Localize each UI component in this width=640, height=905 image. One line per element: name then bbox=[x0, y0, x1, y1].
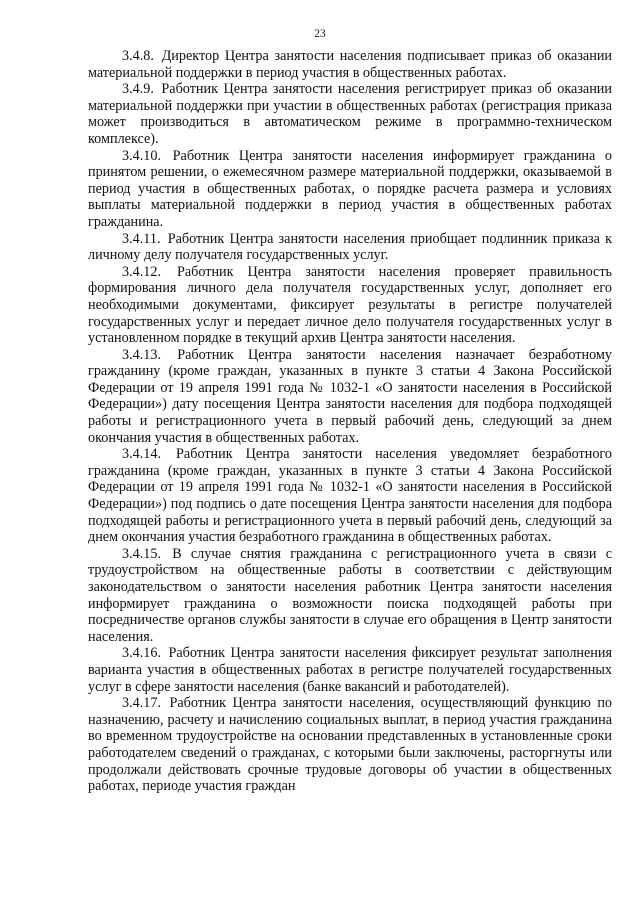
paragraph-3-4-15 bbox=[88, 546, 612, 646]
paragraph-3-4-13 bbox=[88, 347, 612, 447]
paragraph-number: 3.4.9. bbox=[122, 81, 154, 98]
paragraph-text: Работник Центра занятости населения информирует гражданина о принятом решении, о ежемесячном размере материальной поддержки, оказываемой в период участия в общественных работах, о порядке расчета размера и условиях выплаты материальной поддержки в период участия в общественных работах гражданина. bbox=[88, 147, 613, 230]
paragraph-3-4-11 bbox=[88, 231, 612, 264]
document-body bbox=[88, 48, 612, 795]
paragraph-number: 3.4.11. bbox=[122, 230, 161, 247]
paragraph-text: Работник Центра занятости населения регистрирует приказ об оказании материальной поддержки при участии в общественных работах (регистрация приказа может производиться в автоматическом режиме в программно-техническом комплексе). bbox=[88, 81, 612, 147]
paragraph-3-4-8 bbox=[88, 48, 612, 81]
paragraph-number: 3.4.16. bbox=[122, 645, 162, 662]
paragraph-number: 3.4.8. bbox=[122, 48, 154, 64]
paragraph-number: 3.4.10. bbox=[122, 147, 162, 164]
paragraph-number: 3.4.15. bbox=[122, 545, 162, 562]
paragraph-3-4-17 bbox=[88, 695, 612, 795]
paragraph-3-4-9 bbox=[88, 81, 612, 147]
paragraph-number: 3.4.13. bbox=[122, 346, 162, 363]
paragraph-3-4-12 bbox=[88, 264, 612, 347]
paragraph-number: 3.4.14. bbox=[122, 446, 162, 463]
paragraph-text: Работник Центра занятости населения проверяет правильность формирования личного дела получателя государственных услуг, дополняет его необходимыми документами, фиксирует результаты в регистре получателей государственных услуг и передает личное дело получателя государственных услуг в установленном порядке в текущий архив Центра занятости населения. bbox=[88, 263, 612, 347]
paragraph-text: В случае снятия гражданина с регистрационного учета в связи с трудоустройством на общественные работы в соответствии с действующим законодательством о занятости населения работник Центра занятости населения информирует гражданина о возможности поиска подходящей работы при посредничестве органов службы занятости в случае его обращения в Центр занятости населения. bbox=[88, 545, 612, 645]
paragraph-text: Работник Центра занятости населения, осуществляющий функцию по назначению, расчету и начислению социальных выплат, в период участия гражданина во временном трудоустройстве на основании представленных в установленные сроки работодателем сведений о гражданах, с которыми были заключены, расторгнуты или продолжали действовать срочные трудовые договоры об участии в общественных работах, периоде участия граждан bbox=[88, 695, 613, 795]
paragraph-text: Работник Центра занятости населения фиксирует результат заполнения варианта участия в общественных работах в регистре получателей государственных услуг в сфере занятости населения (банке вакансий и работодателей). bbox=[88, 645, 613, 695]
paragraph-3-4-16 bbox=[88, 645, 612, 695]
paragraph-number: 3.4.12. bbox=[122, 263, 162, 280]
paragraph-3-4-10 bbox=[88, 148, 612, 231]
paragraph-text: Работник Центра занятости населения уведомляет безработного гражданина (кроме граждан, указанных в пункте 3 статьи 4 Закона Российской Федерации от 19 апреля 1991 года № 1032-1 «О занятости населения в Российской Федерации») под подпись о дате посещения Центра занятости населения для подбора подходящей работы и регистрационного учета в первый рабочий день, следующий за днем окончания участия безработного гражданина в общественных работах. bbox=[88, 446, 612, 546]
paragraph-text: Директор Центра занятости населения подписывает приказ об оказании материальной поддержки в период участия в общественных работах. bbox=[88, 48, 613, 81]
paragraph-text: Работник Центра занятости населения приобщает подлинник приказа к личному делу получателя государственных услуг. bbox=[88, 230, 612, 264]
paragraph-text: Работник Центра занятости населения назначает безработному гражданину (кроме граждан, указанных в пункте 3 статьи 4 Закона Российской Федерации от 19 апреля 1991 года № 1032-1 «О занятости населения в Российской Федерации») дату посещения Центра занятости населения для подбора подходящей работы и регистрационного учета в первый рабочий день, следующий за днем окончания участия в общественных работах. bbox=[88, 346, 612, 446]
paragraph-3-4-14 bbox=[88, 446, 612, 546]
paragraph-number: 3.4.17. bbox=[122, 695, 162, 712]
page-number: 23 bbox=[314, 28, 326, 40]
